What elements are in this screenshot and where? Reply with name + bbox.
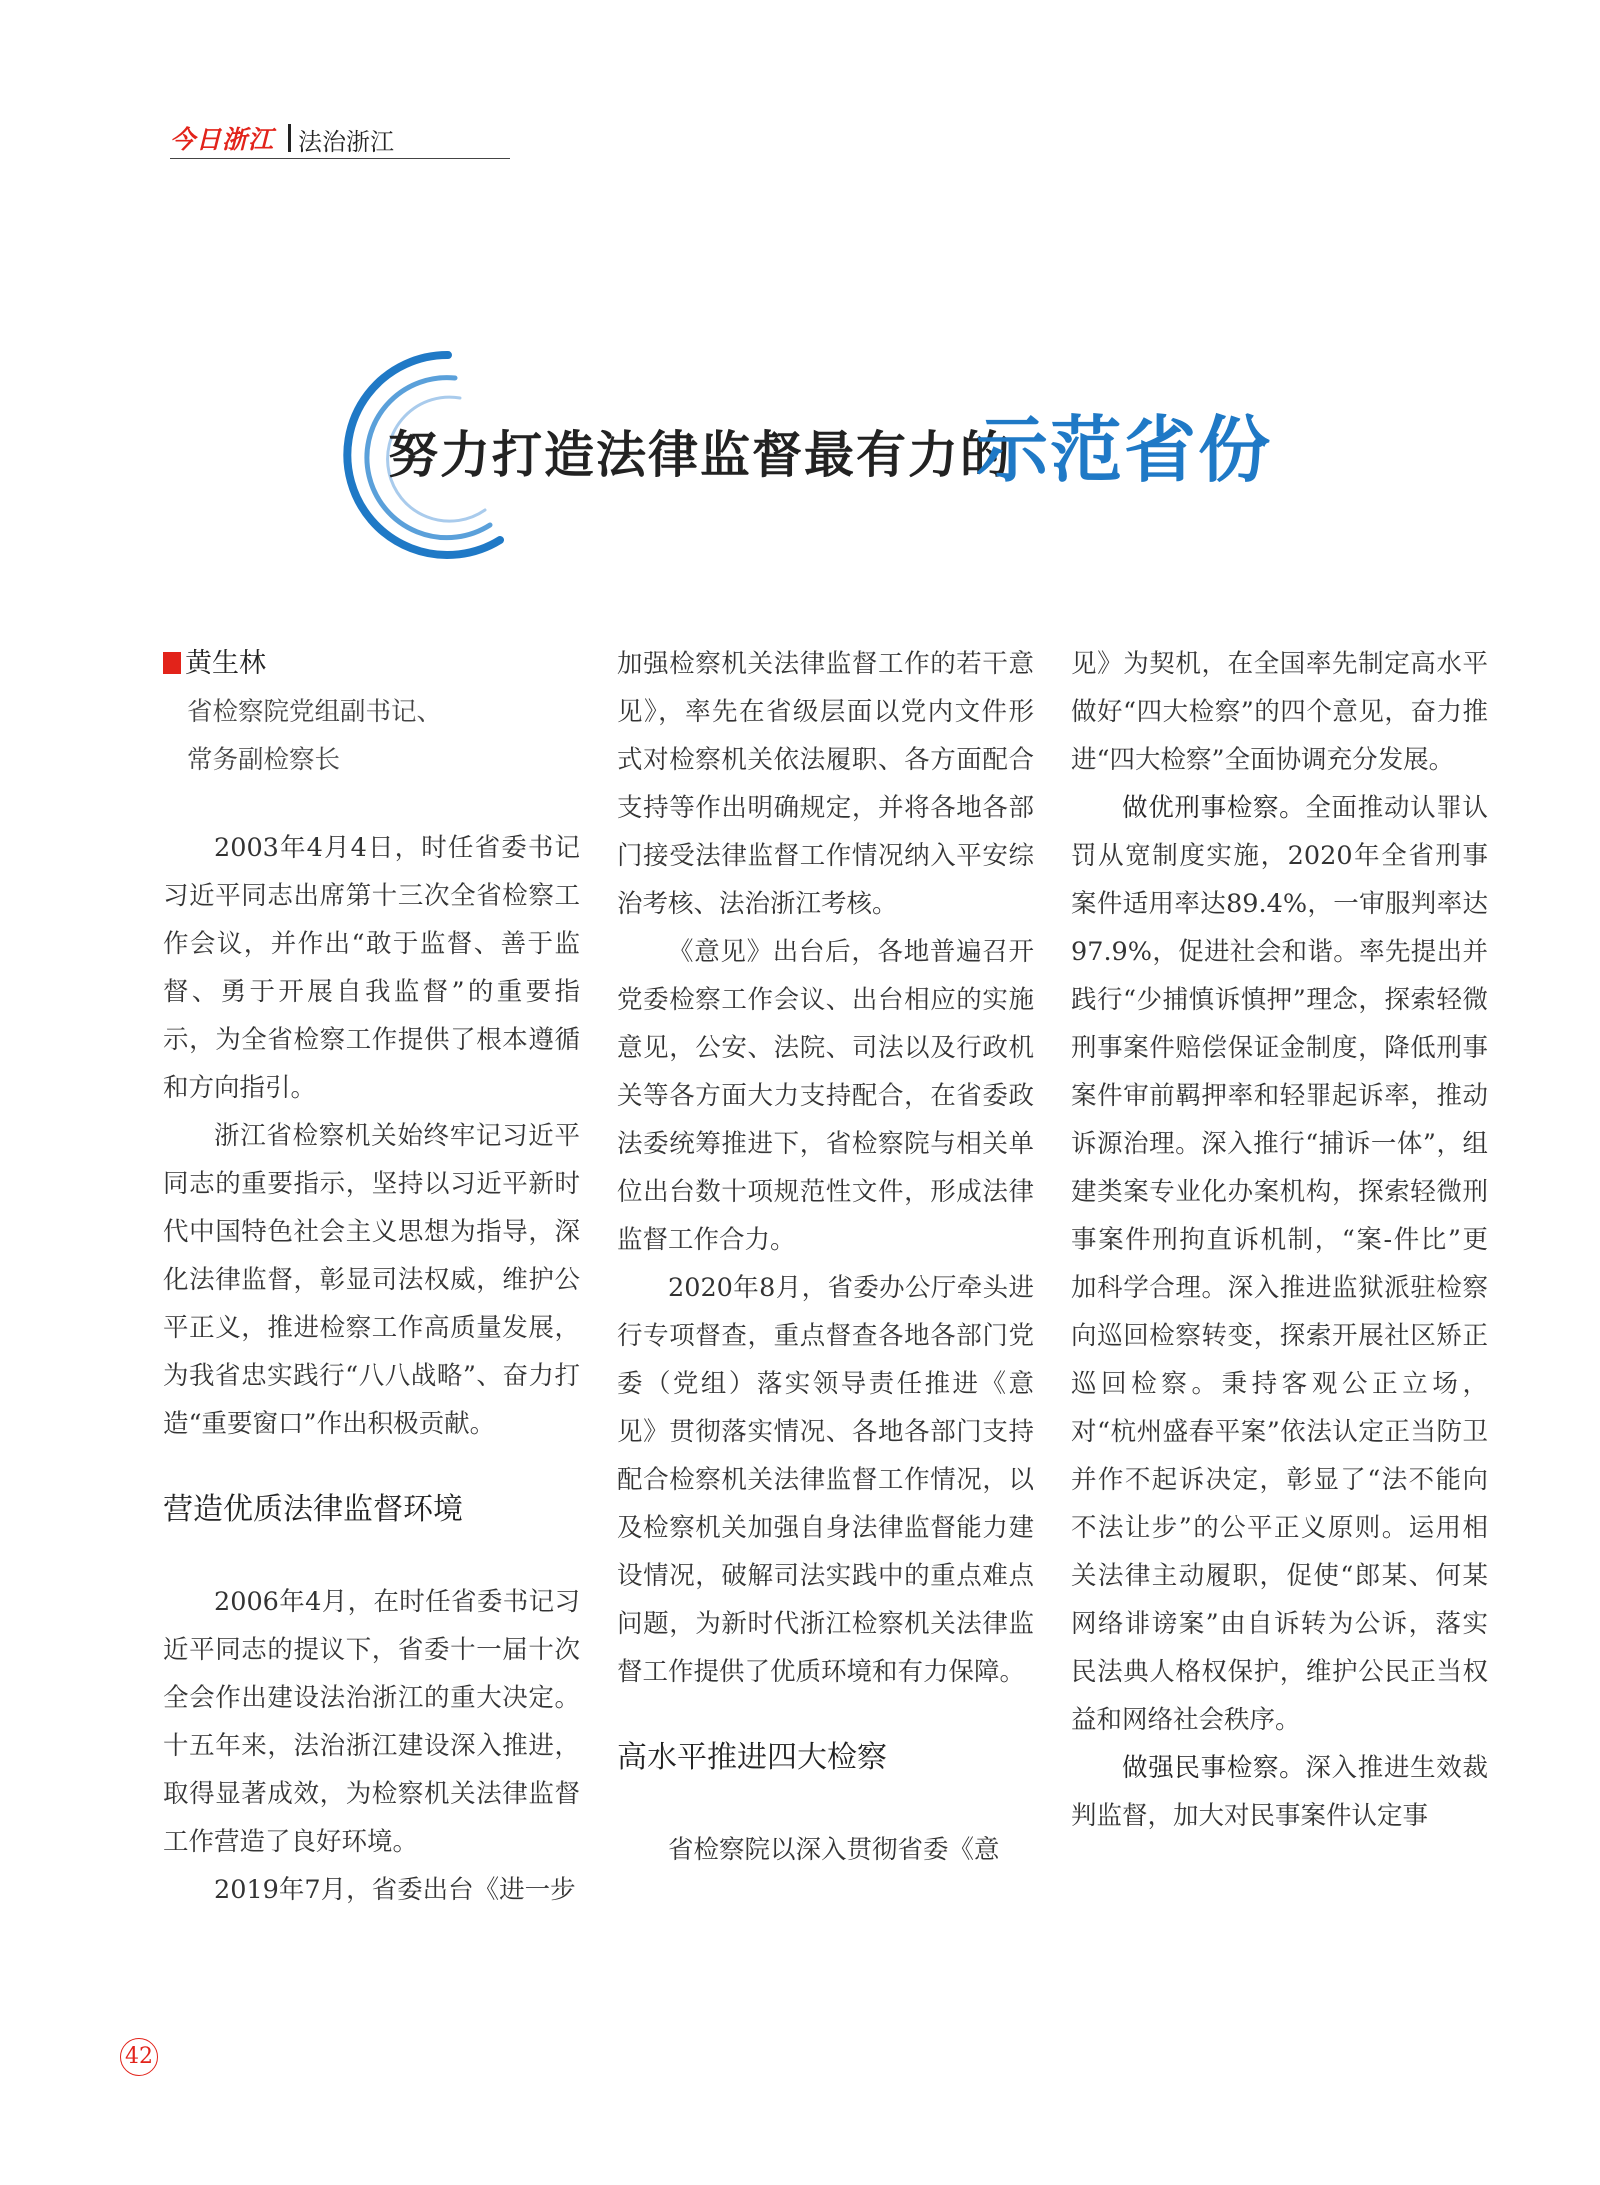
author-name: 黄生林 xyxy=(185,648,266,679)
paragraph-body: 全面推动认罪认罚从宽制度实施，2020年全省刑事案件适用率达89.4%，一审服判率达97.9%，促进社会和谐。率先提出并践行“少捕慎诉慎押”理念，探索轻微刑事案件赔偿保证金制度，降低刑事案件审前羁押率和轻罪起诉率，推动诉源治理。深入推行“捕诉一体”，组建类案专业化办案机构，探索轻微刑事案件刑拘直诉机制，“案-件比”更加科学合理。深入推进监狱派驻检察向巡回检察转变，探索开展社区矫正巡回检察。秉持客观公正立场，对“杭州盛春平案”依法认定正当防卫并作不起诉决定，彰显了“法不能向不法让步”的公平正义原则。运用相关法律主动履职，促使“郎某、何某网络诽谤案”由自诉转为公诉，落实民法典人格权保护，维护公民正当权益和网络社会秩序。 xyxy=(1071,793,1488,1735)
paragraph: 《意见》出台后，各地普遍召开党委检察工作会议、出台相应的实施意见，公安、法院、司法以及行政机关等各方面大力支持配合，在省委政法委统筹推进下，省检察院与相关单位出台数十项规范性文件，形成法律监督工作合力。 xyxy=(617,937,1034,1255)
paragraph: 省检察院以深入贯彻省委《意 xyxy=(668,1835,1000,1865)
paragraph: 2006年4月，在时任省委书记习近平同志的提议下，省委十一届十次全会作出建设法治浙江的重大决定。十五年来，法治浙江建设深入推进，取得显著成效，为检察机关法律监督工作营造了良好环境。 xyxy=(163,1587,580,1857)
paragraph-lead: 做优刑事检察。 xyxy=(1122,793,1306,823)
column-3 xyxy=(1071,640,1488,1840)
article-title-block xyxy=(320,340,1320,570)
author-role-line2: 常务副检察长 xyxy=(187,745,341,775)
magazine-logo: 今日浙江 xyxy=(170,125,275,154)
paragraph xyxy=(1071,1744,1488,1840)
section-heading: 高水平推进四大检察 xyxy=(617,1740,887,1775)
page-header xyxy=(170,120,510,160)
author-line xyxy=(163,640,580,688)
author-role-line1: 省检察院党组副书记、 xyxy=(187,697,443,727)
page-number: 42 xyxy=(120,2038,158,2076)
paragraph-lead: 做强民事检察。 xyxy=(1122,1753,1306,1783)
header-rule xyxy=(170,158,510,159)
section-title: 法治浙江 xyxy=(298,128,394,156)
section-heading: 营造优质法律监督环境 xyxy=(163,1492,463,1527)
paragraph-body: 深入推进生效裁判监督，加大对民事案件认定事 xyxy=(1071,1753,1488,1831)
paragraph: 见》为契机，在全国率先制定高水平做好“四大检察”的四个意见，奋力推进“四大检察”全面协调充分发展。 xyxy=(1071,649,1488,775)
paragraph: 加强检察机关法律监督工作的若干意见》，率先在省级层面以党内文件形式对检察机关依法履职、各方面配合支持等作出明确规定，并将各地各部门接受法律监督工作情况纳入平安综治考核、法治浙江考核。 xyxy=(617,649,1034,919)
paragraph xyxy=(1071,784,1488,1744)
article-title-accent: 示范省份 xyxy=(976,408,1273,492)
paragraph: 2019年7月，省委出台《进一步 xyxy=(214,1875,576,1905)
column-1 xyxy=(163,640,580,1914)
paragraph: 浙江省检察机关始终牢记习近平同志的重要指示，坚持以习近平新时代中国特色社会主义思想为指导，深化法律监督，彰显司法权威，维护公平正义，推进检察工作高质量发展，为我省忠实践行“八八战略”、奋力打造“重要窗口”作出积极贡献。 xyxy=(163,1121,580,1439)
paragraph: 2003年4月4日，时任省委书记习近平同志出席第十三次全省检察工作会议，并作出“敢于监督、善于监督、勇于开展自我监督”的重要指示，为全省检察工作提供了根本遵循和方向指引。 xyxy=(163,833,580,1103)
article-title: 努力打造法律监督最有力的 xyxy=(388,425,1012,484)
header-separator xyxy=(288,124,291,152)
paragraph: 2020年8月，省委办公厅牵头进行专项督查，重点督查各地各部门党委（党组）落实领导责任推进《意见》贯彻落实情况、各地各部门支持配合检察机关法律监督工作情况，以及检察机关加强自身法律监督能力建设情况，破解司法实践中的重点难点问题，为新时代浙江检察机关法律监督工作提供了优质环境和有力保障。 xyxy=(617,1273,1034,1687)
author-marker-icon xyxy=(163,652,181,674)
column-2 xyxy=(617,640,1034,1874)
